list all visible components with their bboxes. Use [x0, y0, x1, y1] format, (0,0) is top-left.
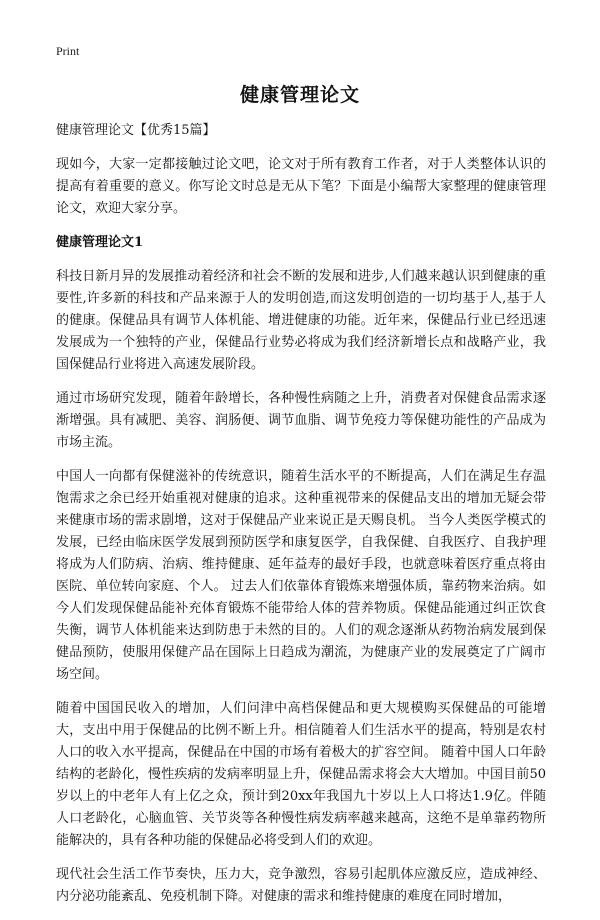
paragraph: 科技日新月异的发展推动着经济和社会不断的发展和进步,人们越来越认识到健康的重要性,许多新的科技和产品来源于人的发明创造,而这发明创造的一切均基于人,基于人的健康。保健品具有调节人体机能、增进健康的功能。近年来，保健品行业已经迅速发展成为一个独特的产业，保健品行业势必将成为我们经济新增长点和战略产业，我国保健品行业将进入高速发展阶段。 — [56, 269, 546, 372]
paragraph: 随着中国国民收入的增加，人们问津中高档保健品和更大规模购买保健品的可能增大，支出中用于保健品的比例不断上升。相信随着人们生活水平的提高，特别是农村人口的收入水平提高，保健品在中国的市场有着极大的扩容空间。 随着中国人口年龄结构的老龄化，慢性疾病的发病率明显上升，保健品需求将会大大增加。中国目前50岁以上的中老年人有上亿之众，预计到20xx年我国九十岁以上人口将达1.9亿。伴随人口老龄化，心脑血管、关节炎等各种慢性病发病率越来越高，这绝不是单靠药物所能解决的，具有各种功能的保健品必将受到人们的欢迎。 — [56, 701, 546, 848]
paragraph: 现代社会生活工作节奏快，压力大，竞争激烈，容易引起肌体应激反应，造成神经、内分泌功能紊乱、免疫机制下降。对健康的需求和维持健康的难度在同时增加， — [56, 867, 546, 904]
intro-paragraph: 现如今，大家一定都接触过论文吧，论文对于所有教育工作者，对于人类整体认识的提高有着重要的意义。你写论文时总是无从下笔？下面是小编帮大家整理的健康管理论文，欢迎大家分享。 — [56, 157, 546, 216]
paragraph: 中国人一向都有保健滋补的传统意识，随着生活水平的不断提高，人们在满足生存温饱需求之余已经开始重视对健康的追求。这种重视带来的保健品支出的增加无疑会带来健康市场的需求剧增，这对于保健品产业来说正是天赐良机。 当今人类医学模式的发展，已经由临床医学发展到预防医学和康复医学，自我保健、自我医疗、自我护理将成为人们防病、治病、维持健康、延年益寿的最好手段，也就意味着医疗重点将由医院、单位转向家庭、个人。 过去人们依靠体育锻炼来增强体质，靠药物来治病。如今人们发现保健品能补充体育锻炼不能带给人体的营养物质。保健品能通过纠正饮食失衡，调节人体机能来达到防患于未然的目的。人们的观念逐渐从药物治病发展到保健品预防，使服用保健产品在国际上日趋成为潮流，为健康产业的发展奠定了广阔市场空间。 — [56, 469, 546, 682]
article-body — [56, 120, 546, 920]
article-subtitle: 健康管理论文【优秀15篇】 — [56, 123, 216, 138]
page-title: 健康管理论文 — [239, 84, 360, 106]
section-heading: 健康管理论文1 — [56, 235, 144, 250]
paragraph: 通过市场研究发现，随着年龄增长，各种慢性病随之上升，消费者对保健食品需求逐渐增强。具有减肥、美容、润肠便、调节血脂、调节免疫力等保健功能性的产品成为市场主流。 — [56, 391, 546, 450]
print-label: Print — [56, 44, 80, 58]
